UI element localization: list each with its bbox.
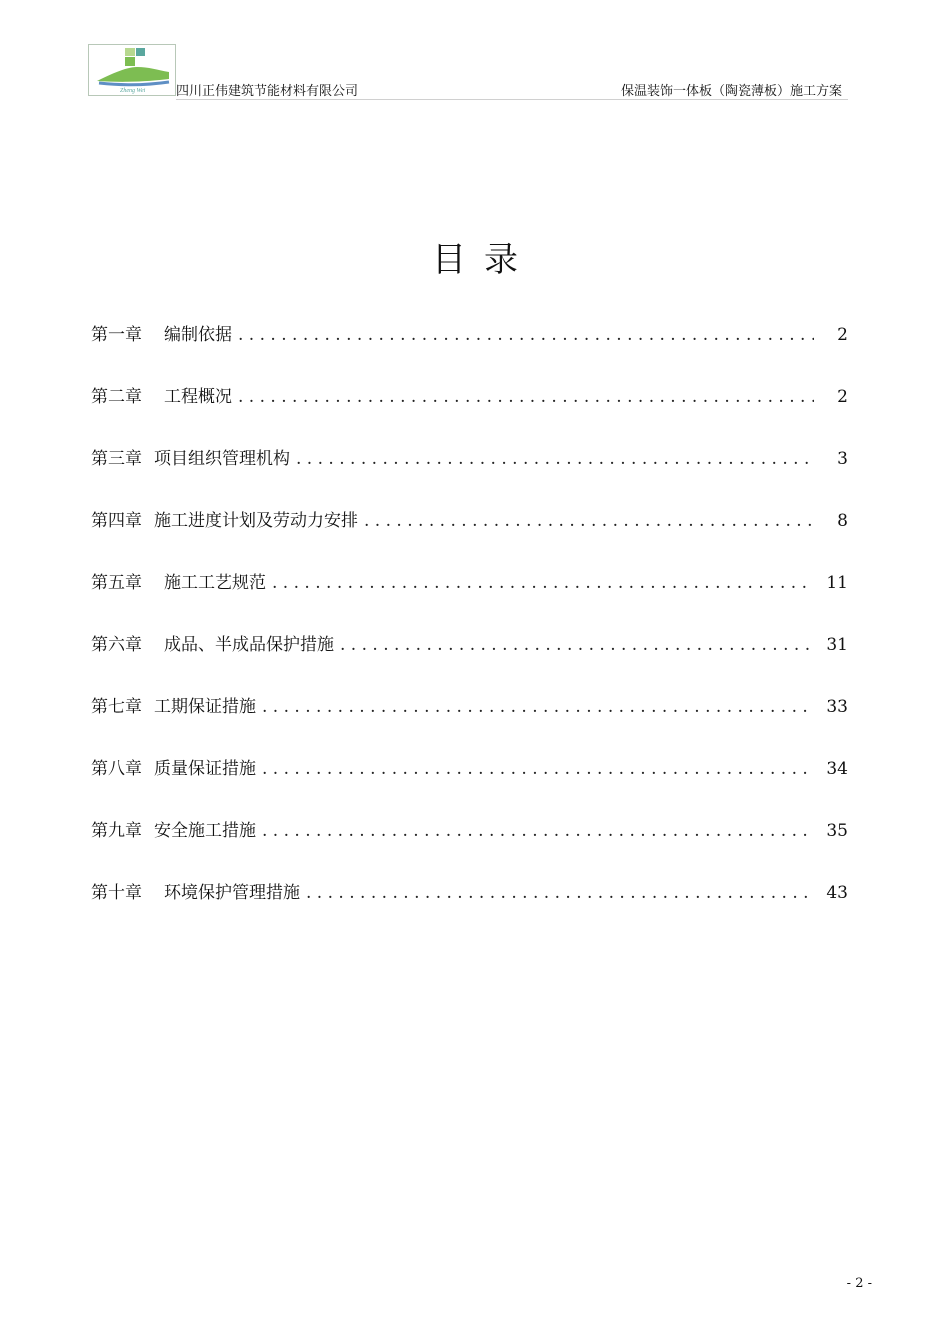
logo-square-top [125, 48, 135, 56]
chapter-title: 编制依据 [164, 325, 232, 345]
toc-entry-4[interactable] [91, 506, 848, 536]
logo-green-hill [97, 67, 169, 82]
toc-entry-5[interactable] [91, 568, 848, 598]
chapter-title: 安全施工措施 [154, 821, 256, 841]
logo-graphic [89, 45, 175, 95]
chapter-title: 工期保证措施 [154, 697, 256, 717]
dot-leader [296, 444, 814, 474]
chapter-title: 环境保护管理措施 [164, 883, 300, 903]
logo-square-right [136, 48, 145, 56]
page-number: 43 [826, 883, 848, 903]
toc-title: 目录 [432, 240, 536, 280]
page-number: 2 [837, 325, 848, 345]
chapter-title: 施工工艺规范 [164, 573, 266, 593]
header-divider [176, 99, 848, 100]
page-number: 3 [837, 449, 848, 469]
page-number: 8 [837, 511, 848, 531]
page-number: 2 [837, 387, 848, 407]
page-number: 11 [826, 573, 848, 593]
page-number: 35 [826, 821, 848, 841]
page-number: 33 [826, 697, 848, 717]
toc-entry-9[interactable] [91, 816, 848, 846]
toc-entry-8[interactable] [91, 754, 848, 784]
dot-leader [364, 506, 814, 536]
chapter-number: 第六章 [91, 635, 142, 655]
dot-leader [272, 568, 814, 598]
toc-entry-2[interactable] [91, 382, 848, 412]
chapter-title: 质量保证措施 [154, 759, 256, 779]
chapter-title: 工程概况 [164, 387, 232, 407]
page-number: 34 [826, 759, 848, 779]
dot-leader [262, 816, 814, 846]
company-logo [88, 44, 176, 96]
page-number: 31 [826, 635, 848, 655]
toc-entry-10[interactable] [91, 878, 848, 908]
chapter-title: 项目组织管理机构 [154, 449, 290, 469]
logo-text: Zheng Wei [120, 88, 146, 94]
chapter-title: 施工进度计划及劳动力安排 [154, 511, 358, 531]
toc-entry-3[interactable] [91, 444, 848, 474]
logo-square-bottom [125, 57, 135, 66]
toc-entry-6[interactable] [91, 630, 848, 660]
chapter-number: 第十章 [91, 883, 142, 903]
logo-blue-wave [99, 82, 169, 85]
toc-entry-1[interactable] [91, 320, 848, 350]
dot-leader [262, 754, 814, 784]
dot-leader [262, 692, 814, 722]
chapter-number: 第五章 [91, 573, 142, 593]
dot-leader [306, 878, 814, 908]
page-footer-number: - 2 - [846, 1276, 872, 1291]
chapter-number: 第三章 [91, 449, 142, 469]
chapter-number: 第七章 [91, 697, 142, 717]
chapter-number: 第九章 [91, 821, 142, 841]
page-header [88, 42, 848, 98]
chapter-number: 第四章 [91, 511, 142, 531]
chapter-number: 第一章 [91, 325, 142, 345]
document-title: 保温装饰一体板（陶瓷薄板）施工方案 [620, 84, 842, 99]
chapter-title: 成品、半成品保护措施 [164, 635, 334, 655]
dot-leader [340, 630, 814, 660]
chapter-number: 第二章 [91, 387, 142, 407]
dot-leader [238, 320, 814, 350]
dot-leader [238, 382, 814, 412]
chapter-number: 第八章 [91, 759, 142, 779]
company-name: 四川正伟建筑节能材料有限公司 [176, 84, 359, 99]
toc-entry-7[interactable] [91, 692, 848, 722]
